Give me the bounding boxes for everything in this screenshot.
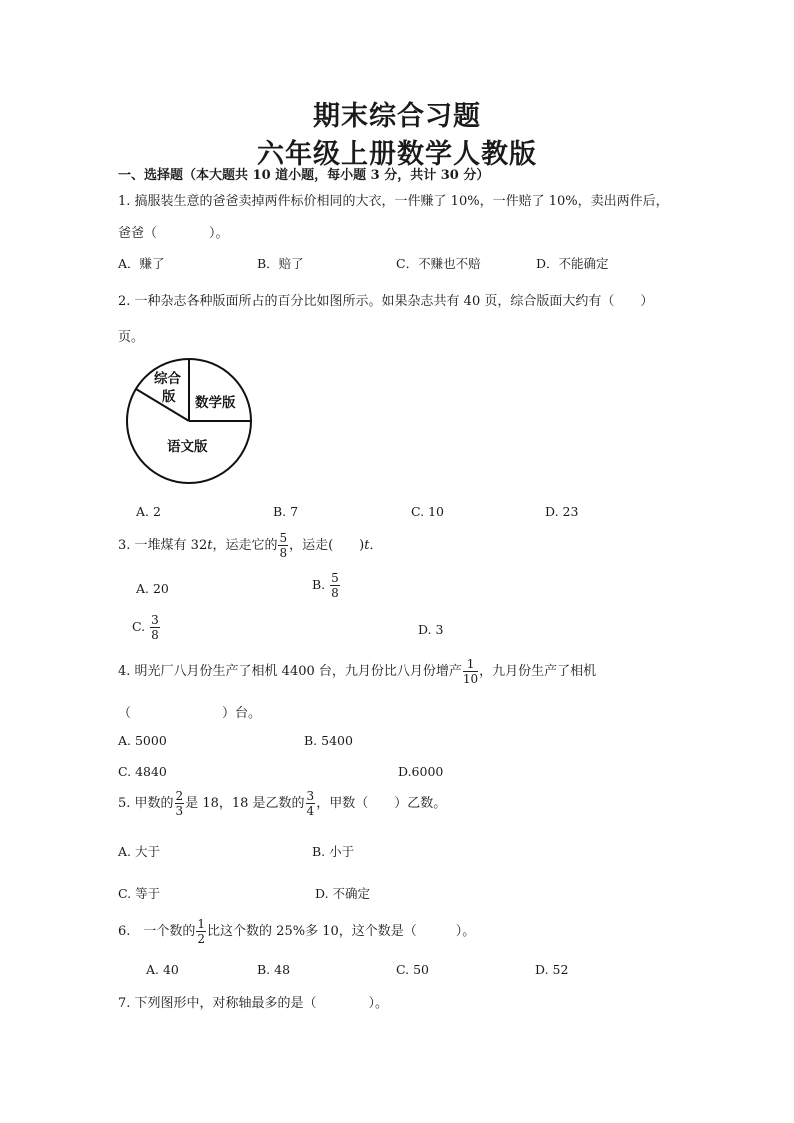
fraction-3-4: $\frac{3}{4}$ <box>306 789 315 818</box>
question-5-option-a: A. 大于 <box>118 844 160 859</box>
pie-label-zonghe-1: 综合 <box>154 371 181 387</box>
question-2-option-b: B. 7 <box>273 504 299 519</box>
question-2-option-c: C. 10 <box>411 504 444 519</box>
question-4-text-line2: （ ）台。 <box>118 706 262 721</box>
question-1-option-a: A．赚了 <box>118 256 165 271</box>
question-1-option-b: B．赔了 <box>257 256 304 271</box>
question-3-option-a: A. 20 <box>136 581 169 596</box>
fraction-2-3: $\frac{2}{3}$ <box>175 789 184 818</box>
question-4-option-c: C. 4840 <box>118 764 167 779</box>
pie-label-yuwen: 语文版 <box>167 439 208 455</box>
question-1-option-d: D．不能确定 <box>536 256 609 271</box>
fraction-5-8: $\frac{5}{8}$ <box>279 531 288 560</box>
question-7-text: 7. 下列图形中，对称轴最多的是（ ）。 <box>118 996 389 1011</box>
question-3-option-c: C. $\frac{3}{8}$ <box>132 613 159 642</box>
question-4-option-d: D.6000 <box>398 764 444 779</box>
pie-label-shuxue: 数学版 <box>195 395 236 411</box>
question-2-text: 2. 一种杂志各种版面所占的百分比如图所示。如果杂志共有 40 页，综合版面大约有（ ） <box>118 294 654 309</box>
question-2-option-a: A. 2 <box>136 504 161 519</box>
fraction-1-2: $\frac{1}{2}$ <box>197 917 206 946</box>
question-1-text: 1. 搞服装生意的爸爸卖掉两件标价相同的大衣，一件赚了 10%，一件赔了 10%，卖出两件后， <box>118 194 669 209</box>
pie-chart <box>124 356 254 486</box>
question-4-option-a: A. 5000 <box>118 733 167 748</box>
question-5-option-d: D. 不确定 <box>315 886 371 901</box>
question-3-text: 3. 一堆煤有 32t，运走它的 $\frac{5}{8}$ ，运走( )t． <box>118 531 383 560</box>
page-subtitle: 六年级上册数学人教版 <box>257 139 537 170</box>
question-4-text: 4. 明光厂八月份生产了相机 4400 台，九月份比八月份增产 $\frac{1}{10}$ ，九月份生产了相机 <box>118 657 597 686</box>
question-4-option-b: B. 5400 <box>304 733 353 748</box>
question-6-option-b: B. 48 <box>257 962 291 977</box>
fraction-1-10: $\frac{1}{10}$ <box>462 657 479 686</box>
question-5-option-c: C. 等于 <box>118 886 161 901</box>
question-6-option-c: C. 50 <box>396 962 429 977</box>
question-1-option-c: C．不赚也不赔 <box>396 256 481 271</box>
page-title: 期末综合习题 <box>313 101 481 132</box>
question-6-text: 6. 一个数的 $\frac{1}{2}$ 比这个数的 25%多 10，这个数是（ ）。 <box>118 917 476 946</box>
question-1-text-line2: 爸爸（ ）。 <box>118 226 229 241</box>
question-6-option-a: A. 40 <box>146 962 179 977</box>
pie-label-zonghe-2: 版 <box>162 389 176 405</box>
section-heading: 一、选择题（本大题共 10 道小题，每小题 3 分，共计 30 分） <box>118 168 490 183</box>
question-3-option-d: D. 3 <box>418 622 444 637</box>
question-5-text: 5. 甲数的 $\frac{2}{3}$ 是 18，18 是乙数的 $\frac{3}{4}$ ，甲数（ ）乙数。 <box>118 789 447 818</box>
question-3-option-b: B. $\frac{5}{8}$ <box>312 571 339 600</box>
question-2-text-line2: 页。 <box>118 330 145 345</box>
question-2-option-d: D. 23 <box>545 504 579 519</box>
question-5-option-b: B. 小于 <box>312 844 355 859</box>
question-6-option-d: D. 52 <box>535 962 569 977</box>
